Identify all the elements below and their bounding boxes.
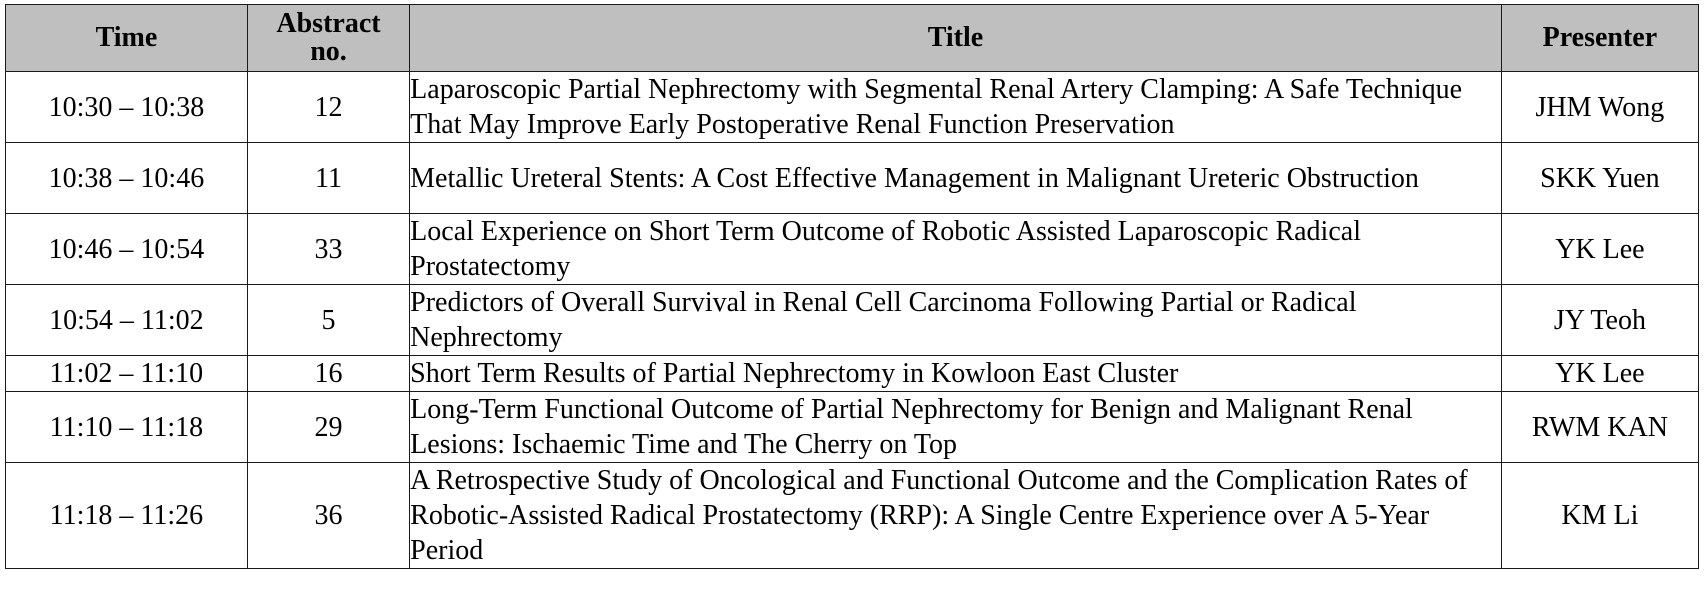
abstract-no-cell: 11 xyxy=(247,143,409,214)
title-cell: A Retrospective Study of Oncological and Functional Outcome and the Complication Rates of Robotic-Assisted Radical Prostatectomy (RRP): A Single Centre Experience over A 5-Year Period xyxy=(410,463,1502,569)
table-row xyxy=(6,214,1699,285)
abstract-no-cell: 29 xyxy=(247,392,409,463)
header-title: Title xyxy=(410,5,1502,72)
presenter-cell: JHM Wong xyxy=(1501,72,1698,143)
table-row xyxy=(6,392,1699,463)
title-cell: Laparoscopic Partial Nephrectomy with Segmental Renal Artery Clamping: A Safe Technique That May Improve Early Postoperative Renal Function Preservation xyxy=(410,72,1502,143)
table-row xyxy=(6,72,1699,143)
time-cell: 10:54 – 11:02 xyxy=(6,285,248,356)
presenter-cell: YK Lee xyxy=(1501,214,1698,285)
table-row xyxy=(6,285,1699,356)
title-cell: Predictors of Overall Survival in Renal Cell Carcinoma Following Partial or Radical Nephrectomy xyxy=(410,285,1502,356)
abstract-no-cell: 36 xyxy=(247,463,409,569)
title-cell: Local Experience on Short Term Outcome of Robotic Assisted Laparoscopic Radical Prostatectomy xyxy=(410,214,1502,285)
title-cell: Metallic Ureteral Stents: A Cost Effective Management in Malignant Ureteric Obstruction xyxy=(410,143,1502,214)
time-cell: 11:02 – 11:10 xyxy=(6,356,248,392)
time-cell: 11:18 – 11:26 xyxy=(6,463,248,569)
abstract-no-cell: 12 xyxy=(247,72,409,143)
time-cell: 11:10 – 11:18 xyxy=(6,392,248,463)
presenter-cell: RWM KAN xyxy=(1501,392,1698,463)
abstract-no-cell: 5 xyxy=(247,285,409,356)
header-row xyxy=(6,5,1699,72)
schedule-table xyxy=(5,4,1699,569)
abstract-no-cell: 33 xyxy=(247,214,409,285)
header-abstract-no: Abstract no. xyxy=(247,5,409,72)
time-cell: 10:30 – 10:38 xyxy=(6,72,248,143)
title-cell: Short Term Results of Partial Nephrectomy in Kowloon East Cluster xyxy=(410,356,1502,392)
header-time: Time xyxy=(6,5,248,72)
time-cell: 10:38 – 10:46 xyxy=(6,143,248,214)
table-row xyxy=(6,356,1699,392)
title-cell: Long-Term Functional Outcome of Partial Nephrectomy for Benign and Malignant Renal Lesions: Ischaemic Time and The Cherry on Top xyxy=(410,392,1502,463)
presenter-cell: SKK Yuen xyxy=(1501,143,1698,214)
presenter-cell: KM Li xyxy=(1501,463,1698,569)
presenter-cell: YK Lee xyxy=(1501,356,1698,392)
abstract-no-cell: 16 xyxy=(247,356,409,392)
presenter-cell: JY Teoh xyxy=(1501,285,1698,356)
table-row xyxy=(6,463,1699,569)
table-row xyxy=(6,143,1699,214)
header-presenter: Presenter xyxy=(1501,5,1698,72)
time-cell: 10:46 – 10:54 xyxy=(6,214,248,285)
